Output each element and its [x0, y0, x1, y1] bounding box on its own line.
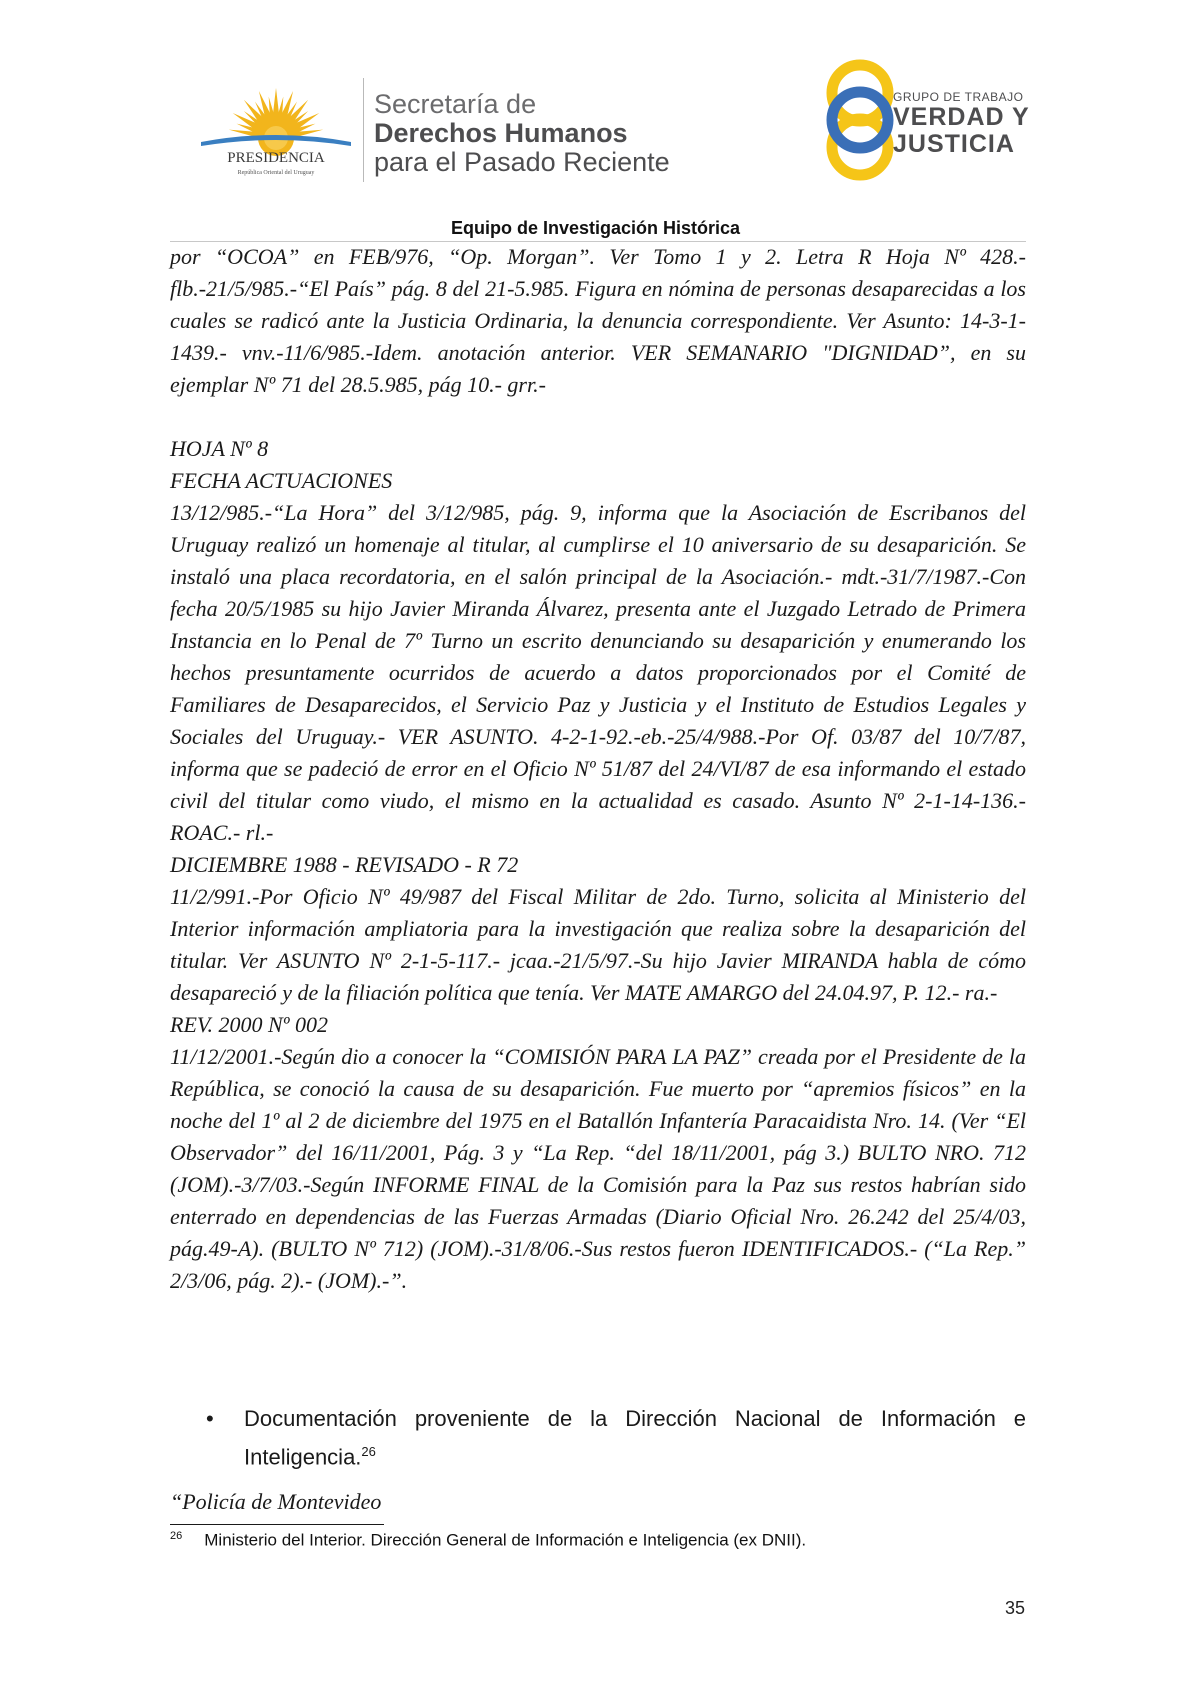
- verdad-justicia-title: [893, 90, 1030, 158]
- fecha-heading: FECHA ACTUACIONES: [170, 468, 393, 493]
- secretaria-line-2: Derechos Humanos: [374, 118, 628, 148]
- bullet-text-wrap: [244, 1402, 1026, 1473]
- paragraph-1: por “OCOA” en FEB/976, “Op. Morgan”. Ver Tomo 1 y 2. Letra R Hoja Nº 428.- flb.-21/5/985.-“El País” pág. 8 del 21-5.985. Figura en nómina de personas desaparecidas a los cuales se radicó ante la Justicia Ordinaria, la denuncia correspondiente. Ver Asunto: 14-3-1-1439.- vnv.-11/6/985.-Idem. anotación anterior. VER SEMANARIO "DIGNIDAD”, en su ejemplar Nº 71 del 28.5.985, pág 10.- grr.-: [170, 244, 1026, 397]
- footnote-text: Ministerio del Interior. Dirección General de Información e Inteligencia (ex DNII).: [204, 1530, 807, 1550]
- secretaria-title: [374, 90, 670, 177]
- paragraph-3: 11/2/991.-Por Oficio Nº 49/987 del Fiscal Militar de 2do. Turno, solicita al Ministerio del Interior información ampliatoria para la investigación que realiza sobre la desaparición del titular. Ver ASUNTO Nº 2-1-5-117.- jcaa.-21/5/97.-Su hijo Javier MIRANDA habla de cómo desapareció y de la filiación política que tenía. Ver MATE AMARGO del 24.04.97, P. 12.- ra.-: [170, 884, 1026, 1005]
- footnote-ref: 26: [361, 1444, 376, 1459]
- header-divider: [363, 78, 364, 182]
- sun-icon: [228, 88, 324, 156]
- bullet-text: Documentación proveniente de la Dirección Nacional de Información e Inteligencia.: [244, 1406, 1026, 1470]
- policia-heading: “Policía de Montevideo: [170, 1489, 382, 1514]
- footnote: [170, 1530, 806, 1551]
- page-header: [0, 0, 1191, 200]
- paragraph-gap: [170, 401, 1026, 433]
- secretaria-line-3: para el Pasado Reciente: [374, 147, 670, 177]
- team-title: Equipo de Investigación Histórica: [450, 218, 741, 238]
- svg-text:República Oriental del Uruguay: República Oriental del Uruguay: [237, 170, 315, 176]
- page-number: 35: [1005, 1598, 1026, 1618]
- document-body: [170, 241, 1026, 1297]
- rev-heading: REV. 2000 Nº 002: [170, 1012, 328, 1037]
- gtvj-line-2: VERDAD Y: [893, 103, 1030, 131]
- gtvj-line-1: GRUPO DE TRABAJO: [893, 90, 1024, 104]
- secretaria-line-1: Secretaría de: [374, 89, 537, 119]
- bullet-item: [206, 1402, 1026, 1473]
- diciembre-heading: DICIEMBRE 1988 - REVISADO - R 72: [170, 852, 519, 877]
- hoja-heading: HOJA Nº 8: [170, 436, 269, 461]
- footnote-rule: [170, 1524, 384, 1525]
- svg-text:PRESIDENCIA: PRESIDENCIA: [227, 150, 325, 166]
- bullet-icon: •: [206, 1406, 214, 1431]
- paragraph-4: 11/12/2001.-Según dio a conocer la “COMISIÓN PARA LA PAZ” creada por el Presidente de la República, se conoció la causa de su desaparición. Fue muerto por “apremios físicos” en la noche del 1º al 2 de diciembre del 1975 en el Batallón Infantería Paracaidista Nro. 14. (Ver “El Observador” del 16/11/2001, Pág. 3 y “La Rep. “del 18/11/2001, pág 3.) BULTO NRO. 712 (JOM).-3/7/03.-Según INFORME FINAL de la Comisión para la Paz sus restos habrían sido enterrado en dependencias de las Fuerzas Armadas (Diario Oficial Nro. 26.242 del 25/4/03, pág.49-A). (BULTO Nº 712) (JOM).-31/8/06.-Sus restos fueron IDENTIFICADOS.- (“La Rep.” 2/3/06, pág. 2).- (JOM).-”.: [170, 1044, 1026, 1293]
- gtvj-line-3: JUSTICIA: [893, 130, 1015, 158]
- footnote-number: 26: [170, 1530, 183, 1542]
- paragraph-2: 13/12/985.-“La Hora” del 3/12/985, pág. 9, informa que la Asociación de Escribanos del Uruguay realizó un homenaje al titular, al cumplirse el 10 aniversario de su desaparición. Se instaló una placa recordatoria, en el salón principal de la Asociación.- mdt.-31/7/1987.-Con fecha 20/5/1985 su hijo Javier Miranda Álvarez, presenta ante el Juzgado Letrado de Primera Instancia en lo Penal de 7º Turno un escrito denunciando su desaparición y enumerando los hechos presuntamente ocurridos de acuerdo a datos proporcionados por el Comité de Familiares de Desaparecidos, el Servicio Paz y Justicia y el Instituto de Estudios Legales y Sociales del Uruguay.- VER ASUNTO. 4-2-1-92.-eb.-25/4/988.-Por Of. 03/87 del 10/7/87, informa que se padeció de error en el Oficio Nº 51/87 del 24/VI/87 de esa informando el estado civil del titular como viudo, el mismo en la actualidad es casado. Asunto Nº 2-1-14-136.- ROAC.- rl.-: [170, 500, 1026, 845]
- presidencia-logo: [196, 80, 356, 180]
